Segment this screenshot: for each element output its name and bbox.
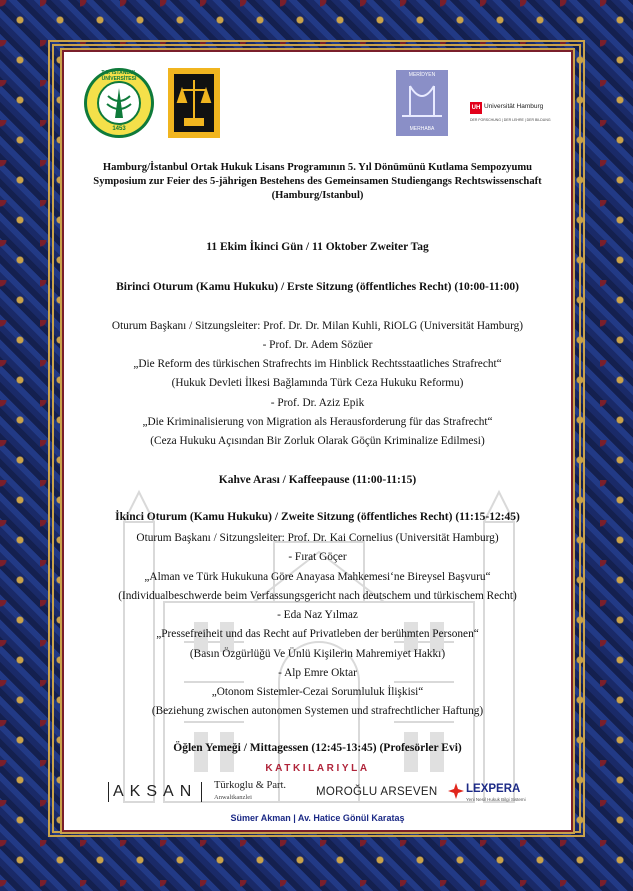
title-line-city: (Hamburg/Istanbul) <box>271 190 364 201</box>
session2-talk-3-translation: (Beziehung zwischen autonomen Systemen und strafrechtlicher Haftung) <box>151 705 484 717</box>
session1-heading: Birinci Oturum (Kamu Hukuku) / Erste Sitzung (öffentliches Recht) (10:00-11:00) <box>116 281 519 293</box>
organizers: Sümer Akman | Av. Hatice Gönül Karataş <box>230 813 405 823</box>
law-faculty-logo <box>168 68 220 138</box>
aksan-logo: AKSAN <box>108 782 202 802</box>
day-heading: 11 Ekim İkinci Gün / 11 Oktober Zweiter Tag <box>206 241 429 253</box>
session2-speaker-3: - Alp Emre Oktar <box>278 667 357 679</box>
turkoglu-logo: Türkoglu & Part. <box>214 780 287 791</box>
session1-chair: Oturum Başkanı / Sitzungsleiter: Prof. Dr. Dr. Milan Kuhli, RiOLG (Universität Hamburg) <box>111 320 524 332</box>
session1-talk-2-title: „Die Kriminalisierung von Migration als Herausforderung für das Strafrecht“ <box>142 416 493 428</box>
session1-speaker-1: - Prof. Dr. Adem Sözüer <box>262 339 373 351</box>
session2-chair: Oturum Başkanı / Sitzungsleiter: Prof. Dr. Kai Cornelius (Universität Hamburg) <box>136 532 499 544</box>
program-sheet <box>64 52 571 830</box>
coffee-break: Kahve Arası / Kaffeepause (11:00-11:15) <box>218 474 417 486</box>
session1-talk-1-translation: (Hukuk Devleti İlkesi Bağlamında Türk Ceza Hukuku Reformu) <box>171 377 464 389</box>
lexpera-logo-sub: Yeni Nesil Hukuk Bilgi Sistemi <box>466 797 526 802</box>
lexpera-star-icon <box>448 783 464 799</box>
session2-talk-1-title: „Alman ve Türk Hukukuna Göre Anayasa Mahkemesi‘ne Bireysel Başvuru“ <box>144 571 491 583</box>
session2-talk-2-title: „Pressefreiheit und das Recht auf Privatleben der berühmten Personen“ <box>156 628 479 640</box>
lunch: Öğlen Yemeği / Mittagessen (12:45-13:45) (Profesörler Evi) <box>173 742 462 754</box>
session1-speaker-2: - Prof. Dr. Aziz Epik <box>270 397 365 409</box>
turkoglu-logo-sub: Anwaltkanzlei <box>214 794 252 801</box>
sponsors-heading: KATKILARIYLA <box>265 763 370 774</box>
uhh-logo-name: Universität Hamburg <box>484 103 544 110</box>
logo-row <box>64 64 571 144</box>
session2-talk-2-translation: (Basın Özgürlüğü Ve Ünlü Kişilerin Mahremiyet Hakkı) <box>189 648 446 660</box>
uhh-logo-mark: UH <box>470 102 482 114</box>
uhh-logo-tagline: DER FORSCHUNG | DER LEHRE | DER BILDUNG <box>470 118 551 122</box>
session2-talk-1-translation: (Individualbeschwerde beim Verfassungsgericht nach deutschem und türkischem Recht) <box>118 590 517 602</box>
session2-talk-3-title: „Otonom Sistemler-Cezai Sorumluluk İlişkisi“ <box>211 686 424 698</box>
istanbul-logo-year: 1453 <box>112 126 126 132</box>
session1-talk-1-title: „Die Reform des türkischen Strafrechts im Hinblick Rechtsstaatliches Strafrecht“ <box>133 358 502 370</box>
lexpera-logo: LEXPERA <box>466 783 521 795</box>
title-line-tr: Hamburg/İstanbul Ortak Hukuk Lisans Programının 5. Yıl Dönümünü Kutlama Sempozyumu <box>102 162 533 173</box>
istanbul-logo-text: T.C. İSTANBUL ÜNİVERSİTESİ <box>101 70 137 82</box>
title-line-de: Symposium zur Feier des 5-jährigen Bestehens des Gemeinsamen Studiengangs Rechtswissenschaft <box>93 176 542 187</box>
session2-speaker-1: - Fırat Göçer <box>288 551 347 563</box>
session2-heading: İkinci Oturum (Kamu Hukuku) / Zweite Sitzung (öffentliches Recht) (11:15-12:45) <box>115 511 520 523</box>
meridian-logo-top: MERİDYEN <box>408 72 436 78</box>
moroglu-arseven-logo: MOROĞLU ARSEVEN <box>316 786 438 798</box>
session2-speaker-2: - Eda Naz Yılmaz <box>277 609 358 621</box>
session1-talk-2-translation: (Ceza Hukuku Açısından Bir Zorluk Olarak Göçün Kriminalize Edilmesi) <box>150 435 485 447</box>
meridian-logo-bottom: MERHABA <box>409 126 435 132</box>
